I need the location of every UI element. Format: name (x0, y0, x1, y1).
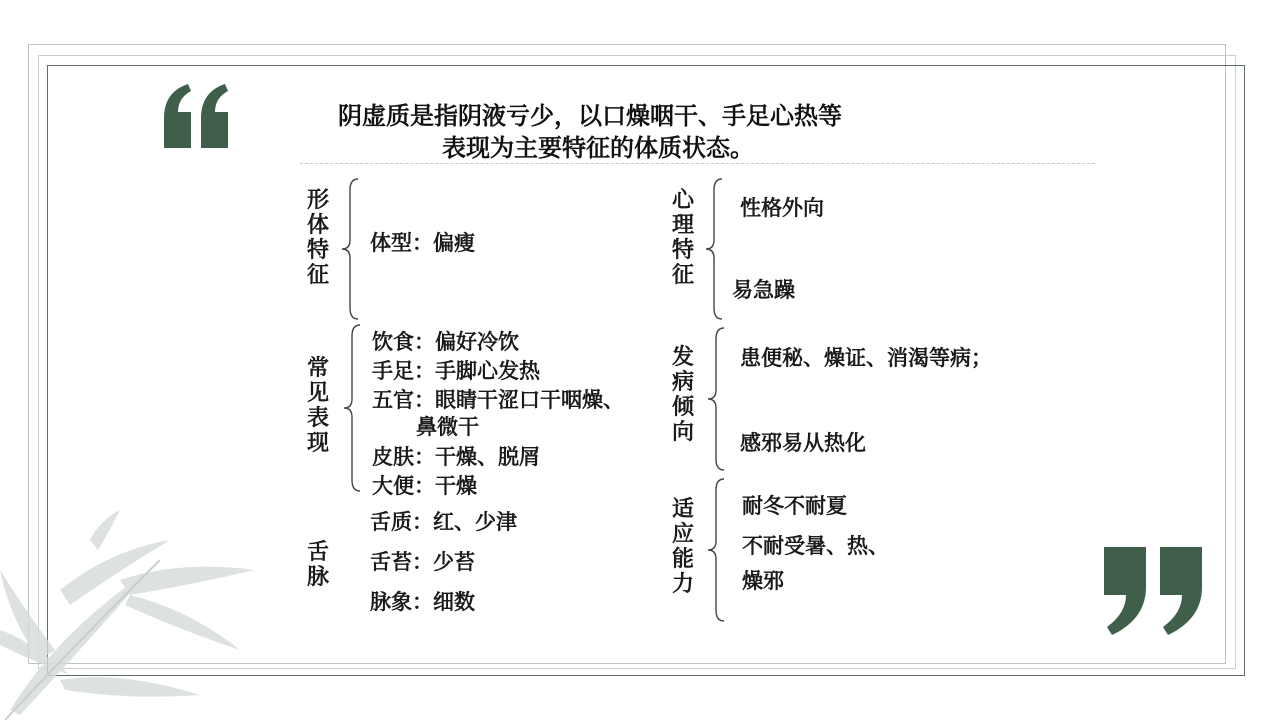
bamboo-leaves-decoration (0, 510, 290, 720)
item-maixiang: 脉象：细数 (370, 590, 475, 614)
close-quote-icon (1102, 547, 1206, 635)
item-shezhi: 舌质：红、少津 (370, 510, 517, 534)
item-rehua: 感邪易从热化 (740, 431, 866, 455)
item-zaoxie: 燥邪 (742, 569, 784, 593)
item-tixing: 体型：偏瘦 (370, 231, 475, 255)
item-naidong: 耐冬不耐夏 (742, 494, 847, 518)
item-dabian: 大便：干燥 (372, 474, 477, 498)
brace-xingti (340, 178, 364, 320)
item-pifu: 皮肤：干燥、脱屑 (372, 445, 540, 469)
brace-shiying (706, 478, 730, 622)
item-naishu: 不耐受暑、热、 (742, 534, 889, 558)
item-wuguan: 五官：眼睛干涩口干咽燥、 (372, 388, 624, 412)
page-title (300, 100, 940, 164)
item-yinshi: 饮食：偏好冷饮 (372, 330, 519, 354)
open-quote-icon (160, 84, 234, 148)
item-bianmi: 患便秘、燥证、消渴等病； (740, 346, 992, 370)
label-xinli: 心理特征 (671, 188, 694, 288)
label-shemai: 舌脉 (306, 540, 329, 590)
item-shouzu: 手足：手脚心发热 (372, 359, 540, 383)
brace-xinli (704, 178, 728, 320)
title-line-2: 表现为主要特征的体质状态。 (442, 134, 754, 162)
brace-fabing (706, 327, 730, 471)
brace-changjian (342, 324, 366, 492)
title-line-1: 阴虚质是指阴液亏少，以口燥咽干、手足心热等 (338, 102, 842, 130)
item-xingge: 性格外向 (740, 196, 824, 220)
label-changjian: 常见表现 (306, 356, 329, 456)
divider (300, 163, 1095, 164)
item-shetai: 舌苔：少苔 (370, 550, 475, 574)
label-fabing: 发病倾向 (671, 345, 694, 445)
label-xingti: 形体特征 (306, 188, 329, 288)
label-shiying: 适应能力 (671, 497, 694, 597)
item-jizao: 易急躁 (732, 278, 795, 302)
item-wuguan-cont: 鼻微干 (416, 415, 479, 439)
